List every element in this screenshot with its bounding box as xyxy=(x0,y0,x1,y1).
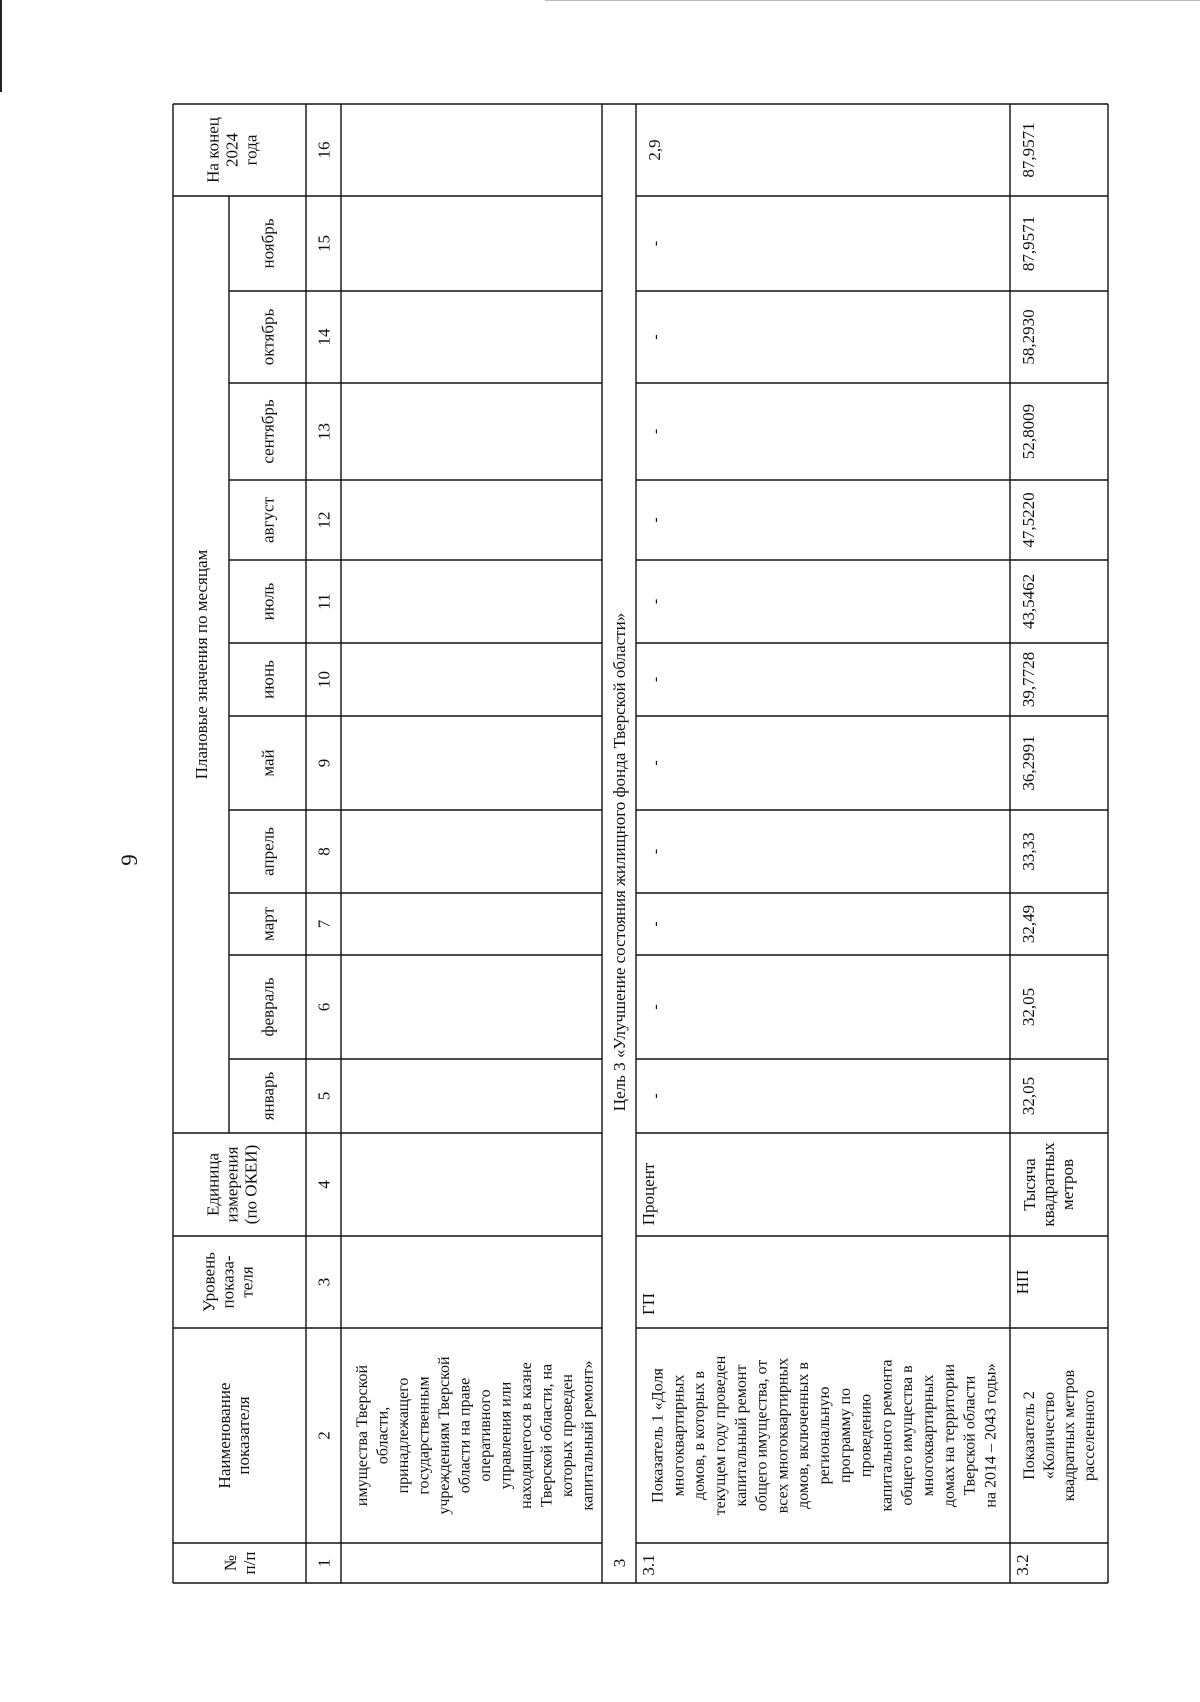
continued-indicator-name-line: управления или xyxy=(497,1381,515,1490)
month-value xyxy=(647,921,664,926)
header-level-line: Уровень xyxy=(199,1252,219,1312)
indicator-name-line: проведению xyxy=(857,1393,875,1478)
month-value xyxy=(647,760,664,765)
column-number xyxy=(315,1559,334,1568)
column-number xyxy=(315,423,334,440)
month-value xyxy=(1019,905,1038,943)
goal-number-line: 3 xyxy=(610,1558,629,1568)
header-name xyxy=(215,1383,253,1489)
column-number xyxy=(315,512,334,529)
indicator-name-line: Показатель 1 «Доля xyxy=(649,1368,667,1503)
month-value-line: - xyxy=(647,921,664,927)
continued-indicator-name-line: государственным xyxy=(415,1376,433,1495)
year-end-value-line: 87,9571 xyxy=(1019,122,1038,178)
indicator-level xyxy=(639,1293,658,1315)
month-value-line: - xyxy=(647,334,664,340)
month-value-line: 32,05 xyxy=(1019,987,1038,1027)
indicator-name xyxy=(1021,1369,1098,1501)
column-number xyxy=(315,847,334,856)
column-number xyxy=(315,1003,334,1012)
indicator-name-line: общего имущества в xyxy=(899,1365,917,1506)
indicator-unit-line: Процент xyxy=(639,1162,658,1226)
header-plan-title-line: Плановые значения по месяцам xyxy=(192,549,211,780)
page-number: 9 xyxy=(117,854,142,866)
goal-number xyxy=(610,1559,629,1568)
header-month-line: январь xyxy=(258,1071,278,1121)
column-number-line: 7 xyxy=(314,919,334,929)
column-number-line: 13 xyxy=(314,423,334,440)
row-number-line: 3.1 xyxy=(639,1554,658,1576)
header-month-line: апрель xyxy=(258,827,278,876)
indicator-name-line: всех многоквартирных xyxy=(774,1357,792,1514)
header-month-line: сентябрь xyxy=(258,399,278,464)
header-month xyxy=(259,582,278,620)
header-month xyxy=(259,309,278,366)
continued-indicator-name-line: принадлежащего xyxy=(394,1377,412,1494)
continued-indicator-name-line: области на праве xyxy=(456,1377,474,1494)
column-number-line: 4 xyxy=(314,1180,334,1189)
indicator-unit xyxy=(639,1162,658,1225)
month-value-line: - xyxy=(647,676,664,683)
header-plan-title xyxy=(192,549,211,779)
indicator-name-line: Показатель 2 xyxy=(1021,1391,1038,1480)
indicator-unit xyxy=(1020,1142,1077,1227)
header-year-end xyxy=(204,117,261,183)
row-number xyxy=(639,1554,658,1575)
header-month xyxy=(259,660,278,699)
month-value xyxy=(1019,988,1038,1026)
column-number xyxy=(315,328,334,346)
header-month xyxy=(259,218,278,268)
indicator-unit-line: метров xyxy=(1058,1159,1077,1210)
indicator-name-line: многоквартирных xyxy=(670,1374,688,1497)
indicator-name-line: домах на территории xyxy=(940,1363,958,1508)
indicator-name-line: капитального ремонта xyxy=(878,1359,896,1512)
continued-indicator-name-line: оперативного xyxy=(476,1389,494,1482)
column-number-line: 14 xyxy=(314,328,334,346)
header-number-line: п/п xyxy=(240,1551,259,1575)
column-number xyxy=(315,1278,334,1287)
column-number-line: 1 xyxy=(314,1558,334,1568)
header-month-line: август xyxy=(258,496,278,544)
month-value-line: - xyxy=(647,598,664,605)
month-value xyxy=(647,599,664,604)
indicator-level-line: ГП xyxy=(639,1292,658,1316)
month-value-line: - xyxy=(647,1004,664,1010)
column-number xyxy=(315,142,334,159)
column-number xyxy=(315,235,334,252)
month-value-line: 43,5462 xyxy=(1019,573,1038,630)
continued-indicator-name-line: учреждениям Тверской xyxy=(435,1356,453,1515)
month-value xyxy=(647,429,664,434)
month-value xyxy=(1019,404,1038,459)
header-month-line: июль xyxy=(258,582,278,621)
column-number-line: 11 xyxy=(314,593,334,610)
column-number-line: 2 xyxy=(314,1431,334,1440)
header-month xyxy=(259,977,278,1036)
indicator-name-line: домов, в которых в xyxy=(691,1371,709,1500)
year-end-value xyxy=(1019,122,1038,177)
indicator-name-line: программу по xyxy=(836,1387,854,1484)
header-unit xyxy=(204,1145,261,1224)
header-name-line: Наименование xyxy=(215,1382,234,1489)
month-value xyxy=(647,517,664,522)
indicator-unit-line: Тысяча xyxy=(1020,1158,1039,1211)
month-value xyxy=(647,1004,664,1009)
header-month xyxy=(259,906,278,940)
month-value xyxy=(647,1093,664,1098)
header-month-line: октябрь xyxy=(258,308,278,366)
continued-indicator-name-line: капитальный ремонт» xyxy=(579,1360,597,1511)
continued-indicator-name-line: которых проведен xyxy=(558,1374,576,1497)
month-value-line: - xyxy=(647,240,664,247)
indicator-name-line: расселенного xyxy=(1081,1390,1098,1481)
month-value-line: - xyxy=(647,1093,664,1099)
column-number xyxy=(315,919,334,928)
indicator-level xyxy=(1013,1270,1032,1295)
header-level-line: теля xyxy=(237,1266,257,1298)
column-number-line: 8 xyxy=(314,847,334,856)
header-unit-line: (по ОКЕИ) xyxy=(241,1144,261,1225)
column-number-line: 5 xyxy=(314,1091,334,1101)
header-month xyxy=(259,827,278,876)
header-month-line: февраль xyxy=(258,977,278,1037)
column-number xyxy=(315,1092,334,1101)
month-value-line: 52,8009 xyxy=(1019,403,1038,460)
month-value-line: 33,33 xyxy=(1019,832,1038,871)
indicator-name-line: «Количество xyxy=(1041,1391,1058,1480)
month-value-line: - xyxy=(647,428,664,435)
header-month-line: май xyxy=(258,749,278,777)
indicator-name-line: многоквартирных xyxy=(920,1374,937,1497)
month-value xyxy=(1019,309,1038,364)
indicator-name-line: текущем году проведен xyxy=(712,1355,729,1516)
continued-indicator-name-line: Тверской области, на xyxy=(538,1363,556,1508)
header-name-line: показателя xyxy=(234,1396,253,1475)
column-number-line: 3 xyxy=(314,1277,334,1287)
column-number-line: 9 xyxy=(314,758,334,768)
header-year-end-line: 2024 xyxy=(222,133,242,167)
header-month-line: июнь xyxy=(258,660,278,699)
month-value-line: - xyxy=(647,848,664,855)
column-number xyxy=(315,593,334,609)
indicator-name xyxy=(650,1355,1000,1515)
indicator-unit-line: квадратных xyxy=(1039,1142,1058,1227)
column-number-line: 6 xyxy=(314,1002,334,1012)
month-value-line: 32,49 xyxy=(1019,904,1038,944)
column-number xyxy=(315,759,334,768)
indicator-name-line: квадратных метров xyxy=(1061,1369,1078,1502)
month-value-line: - xyxy=(647,517,664,523)
header-month-line: март xyxy=(258,907,278,941)
month-value xyxy=(1019,574,1038,629)
month-value xyxy=(1019,216,1038,271)
month-value xyxy=(647,241,664,246)
continued-indicator-name xyxy=(354,1356,597,1515)
header-month xyxy=(259,1072,278,1121)
month-value xyxy=(647,334,664,339)
header-unit-line: измерения xyxy=(222,1146,242,1223)
month-value-line: 87,9571 xyxy=(1019,215,1038,272)
column-number xyxy=(315,671,334,688)
year-end-value xyxy=(645,139,664,160)
row-number xyxy=(1013,1554,1032,1575)
indicator-name-line: на 2014 – 2043 годы» xyxy=(982,1363,1000,1508)
continued-indicator-name-line: находящегося в казне xyxy=(517,1362,535,1509)
indicator-name-line: капитальный ремонт xyxy=(732,1364,750,1507)
indicator-name-line: общего имущества, от xyxy=(753,1359,771,1512)
header-unit-line: Единица xyxy=(203,1153,223,1216)
column-number-line: 10 xyxy=(314,671,334,688)
header-month xyxy=(259,749,278,776)
year-end-value-line: 2,9 xyxy=(645,139,664,161)
month-value xyxy=(1019,1077,1038,1115)
month-value xyxy=(1019,832,1038,870)
month-value xyxy=(1019,735,1038,790)
month-value xyxy=(647,677,664,682)
header-number xyxy=(221,1552,259,1575)
indicator-name-line: Тверской области xyxy=(961,1375,979,1496)
column-number xyxy=(315,1180,334,1189)
month-value-line: 47,5220 xyxy=(1019,492,1038,548)
header-month xyxy=(259,496,278,543)
month-value xyxy=(647,849,664,854)
month-value xyxy=(1019,492,1038,547)
indicator-level-line: НП xyxy=(1013,1269,1032,1295)
header-month-line: ноябрь xyxy=(258,218,278,269)
column-number-line: 12 xyxy=(314,511,334,529)
column-number-line: 15 xyxy=(314,235,334,252)
goal-title xyxy=(610,613,629,1111)
header-level xyxy=(200,1252,257,1312)
goal-title-line: Цель 3 «Улучшение состояния жилищного фонда Тверской области» xyxy=(610,612,629,1112)
header-year-end-line: На конец xyxy=(203,117,223,183)
header-level-line: показа- xyxy=(218,1255,238,1309)
header-number-line: № xyxy=(221,1554,240,1572)
month-value-line: 39,7728 xyxy=(1019,651,1038,708)
column-number-line: 16 xyxy=(314,141,334,159)
column-number xyxy=(315,1431,334,1440)
month-value-line: 58,2930 xyxy=(1019,309,1038,365)
continued-indicator-name-line: области, xyxy=(374,1406,392,1465)
header-year-end-line: года xyxy=(241,134,261,166)
month-value-line: - xyxy=(647,760,664,766)
indicator-name-line: домов, включенных в xyxy=(795,1362,813,1509)
header-month xyxy=(259,399,278,464)
indicator-name-line: региональную xyxy=(816,1386,833,1485)
month-value xyxy=(1019,652,1038,707)
month-value-line: 32,05 xyxy=(1019,1076,1038,1116)
row-number-line: 3.2 xyxy=(1013,1554,1032,1576)
continued-indicator-name-line: имущества Тверской xyxy=(353,1364,371,1507)
month-value-line: 36,2991 xyxy=(1019,735,1038,791)
